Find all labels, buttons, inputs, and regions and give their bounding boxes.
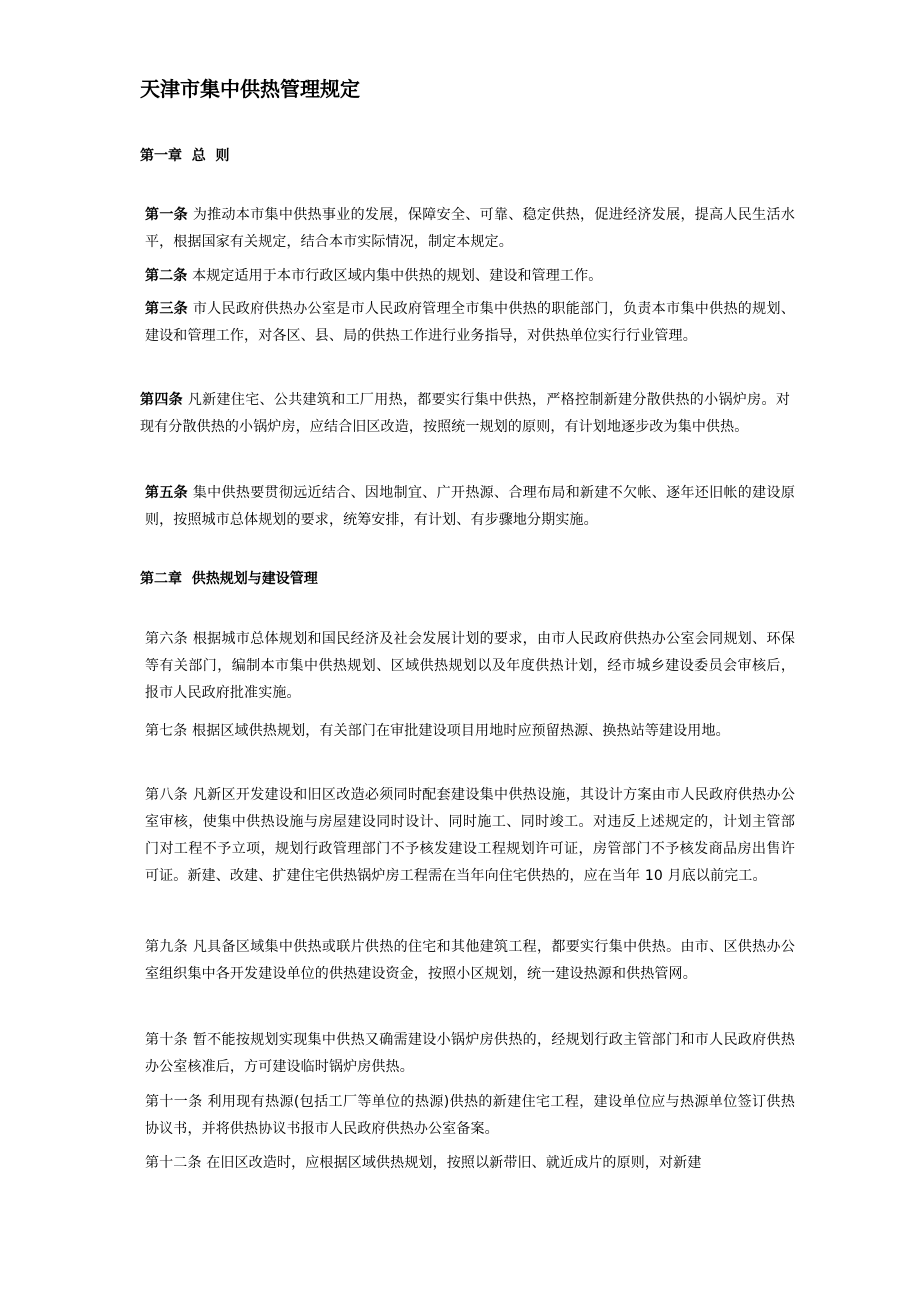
article-paragraph bbox=[140, 263, 795, 290]
article-text: 集中供热要贯彻远近结合、因地制宜、广开热源、合理布局和新建不欠帐、逐年还旧帐的建设原则，按照城市总体规划的要求，统筹安排，有计划、有步骤地分期实施。 bbox=[145, 485, 795, 528]
article-number: 第二条 bbox=[145, 268, 188, 284]
article-text: 凡新建住宅、公共建筑和工厂用热，都要实行集中供热，严格控制新建分散供热的小锅炉房。对现有分散供热的小锅炉房，应结合旧区改造，按照统一规划的原则，有计划地逐步改为集中供热。 bbox=[140, 392, 790, 435]
article-number: 第四条 bbox=[140, 392, 184, 408]
article-number: 第十一条 bbox=[145, 1094, 203, 1110]
article-paragraph bbox=[140, 1089, 795, 1143]
document-title: 天津市集中供热管理规定 bbox=[140, 77, 360, 101]
article-paragraph bbox=[140, 480, 795, 534]
article-paragraph bbox=[140, 934, 795, 988]
article-text: 为推动本市集中供热事业的发展，保障安全、可靠、稳定供热，促进经济发展，提高人民生活水平，根据国家有关规定，结合本市实际情况，制定本规定。 bbox=[145, 207, 795, 250]
article-number: 第七条 bbox=[145, 723, 188, 739]
article-number: 第五条 bbox=[145, 485, 189, 501]
article-text: 市人民政府供热办公室是市人民政府管理全市集中供热的职能部门，负责本市集中供热的规划、建设和管理工作，对各区、县、局的供热工作进行业务指导，对供热单位实行行业管理。 bbox=[145, 301, 795, 344]
article-text: 根据城市总体规划和国民经济及社会发展计划的要求，由市人民政府供热办公室会同规划、环保等有关部门，编制本市集中供热规划、区域供热规划以及年度供热计划，经市城乡建设委员会审核后，报市人民政府批准实施。 bbox=[145, 631, 795, 701]
article-text: 本规定适用于本市行政区域内集中供热的规划、建设和管理工作。 bbox=[192, 268, 603, 284]
article-number: 第一条 bbox=[145, 207, 189, 223]
article-number: 第八条 bbox=[145, 787, 189, 803]
article-number: 第九条 bbox=[145, 939, 189, 955]
article-text: 凡新区开发建设和旧区改造必须同时配套建设集中供热设施，其设计方案由市人民政府供热办公室审核，使集中供热设施与房屋建设同时设计、同时施工、同时竣工。对违反上述规定的，计划主管部门对工程不予立项，规划行政管理部门不予核发建设工程规划许可证，房管部门不予核发商品房出售许可证。新建、改建、扩建住宅供热锅炉房工程需在当年向住宅供热的，应在当年 10 月底以前完工。 bbox=[145, 787, 795, 884]
article-number: 第十条 bbox=[145, 1032, 189, 1048]
article-paragraph bbox=[140, 718, 795, 745]
chapter-heading: 第二章 供热规划与建设管理 bbox=[140, 571, 318, 587]
article-paragraph bbox=[140, 296, 795, 350]
chapter-heading: 第一章 总 则 bbox=[140, 148, 230, 164]
article-number: 第十二条 bbox=[145, 1155, 202, 1171]
article-paragraph bbox=[140, 1027, 795, 1081]
article-paragraph bbox=[140, 1150, 795, 1177]
article-paragraph bbox=[140, 626, 795, 707]
article-paragraph bbox=[140, 202, 795, 256]
article-text: 在旧区改造时，应根据区域供热规划，按照以新带旧、就近成片的原则，对新建 bbox=[206, 1155, 702, 1171]
article-number: 第六条 bbox=[145, 631, 189, 647]
article-paragraph bbox=[140, 387, 790, 441]
article-number: 第三条 bbox=[145, 301, 189, 317]
article-text: 暂不能按规划实现集中供热又确需建设小锅炉房供热的，经规划行政主管部门和市人民政府供热办公室核准后，方可建设临时锅炉房供热。 bbox=[145, 1032, 795, 1075]
article-paragraph bbox=[140, 782, 795, 890]
article-text: 凡具备区域集中供热或联片供热的住宅和其他建筑工程，都要实行集中供热。由市、区供热办公室组织集中各开发建设单位的供热建设资金，按照小区规划，统一建设热源和供热管网。 bbox=[145, 939, 795, 982]
article-text: 利用现有热源(包括工厂等单位的热源)供热的新建住宅工程，建设单位应与热源单位签订供热协议书，并将供热协议书报市人民政府供热办公室备案。 bbox=[145, 1094, 795, 1137]
article-text: 根据区域供热规划，有关部门在审批建设项目用地时应预留热源、换热站等建设用地。 bbox=[192, 723, 730, 739]
